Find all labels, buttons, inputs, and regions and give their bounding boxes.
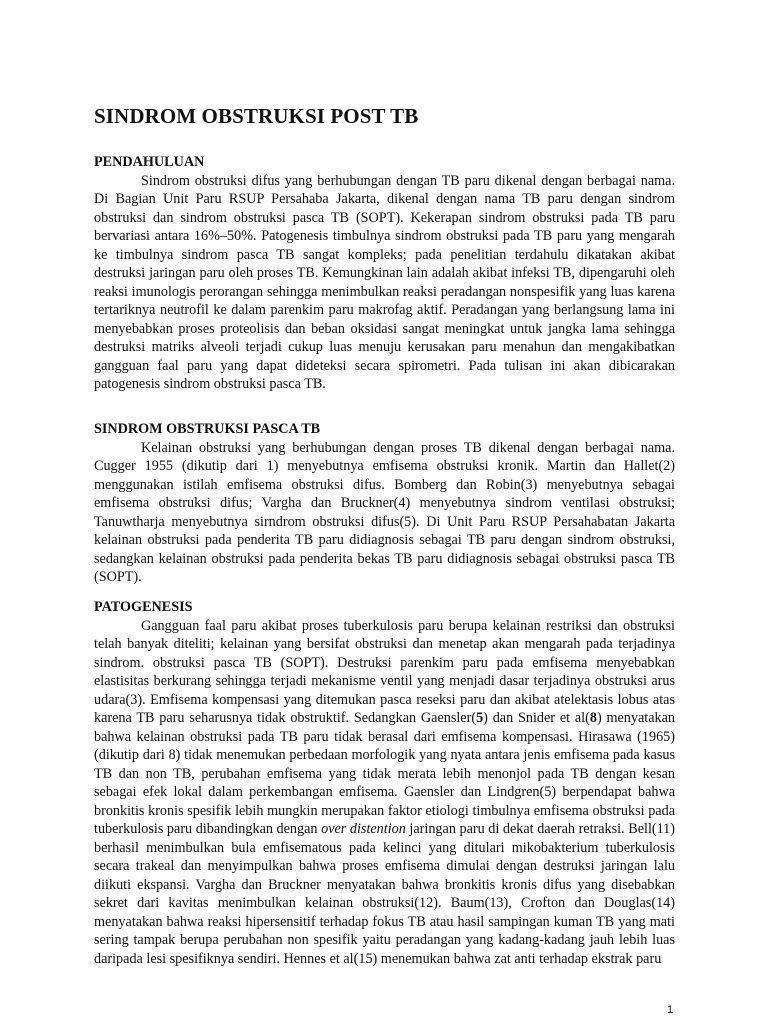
section-paragraph: Sindrom obstruksi difus yang berhubungan dengan TB paru dikenal dengan berbagai nama. Di Bagian Unit Paru RSUP Persahaba Jakarta, dikenal dengan nama TB paru dengan sindrom obstruksi dan sindrom obstruksi pasca TB (SOPT). Kekerapan sindrom obstruksi pada TB paru bervariasi antara 16%–50%. Patogenesis timbulnya sindrom obstruksi pada TB paru yang mengarah ke timbulnya sindrom pasca TB sangat kompleks; pada penelitian terdahulu dikatakan akibat destruksi jaringan paru oleh proses TB. Kemungkinan lain adalah akibat infeksi TB, dipengaruhi oleh reaksi imunologis perorangan sehingga menimbulkan reaksi peradangan nonspesifik yang luas karena tertariknya neutrofil ke dalam parenkim paru makrofag aktif. Peradangan yang berlangsung lama ini menyebabkan proses proteolisis dan beban oksidasi sangat meningkat untuk jangka lama sehingga destruksi matriks alveoli terjadi cukup luas menuju kerusakan paru menahun dan mengakibatkan gangguan faal paru yang dapat dideteksi secara spirometri. Pada tulisan ini akan dibicarakan patogenesis sindrom obstruksi pasca TB.: [94, 172, 675, 392]
section-heading: PATOGENESIS: [94, 599, 193, 615]
section-heading: SINDROM OBSTRUKSI PASCA TB: [94, 421, 321, 437]
citation-bold: 5: [476, 710, 484, 726]
section-sindrom-obstruksi-pasca-tb: [94, 420, 675, 587]
section-pendahuluan: [94, 153, 675, 394]
paragraph-text: jaringan paru di dekat daerah retraksi. Bell(11) berhasil menimbulkan bula emfisematous pada kelinci yang ditulari mikobakterium tuberkulosis secara trakeal dan menyimpulkan bahwa proses emfisema dimulai dengan destruksi jaringan lalu diikuti ekspansi. Vargha dan Bruckner menyatakan bahwa bronkitis kronis difus yang disebabkan sekret dari kavitas menimbulkan kelainan obstruksi(12). Baum(13), Crofton dan Douglas(14) menyatakan bahwa reaksi hipersensitif terhadap fokus TB atau hasil sampingan kuman TB yang mati sering tampak berupa perubahan non spesifik yaitu peradangan yang kadang-kadang jauh lebih luas daripada lesi spesifiknya sendiri. Hennes et al(15) menemukan bahwa zat anti terhadap ekstrak paru: [94, 821, 675, 967]
page-number: 1: [667, 1004, 674, 1016]
section-heading: PENDAHULUAN: [94, 154, 205, 170]
citation-bold: 8: [589, 710, 597, 726]
paragraph-text: ) dan Snider et al(: [483, 710, 590, 726]
paragraph-text: Gangguan faal paru akibat proses tuberkulosis paru berupa kelainan restriksi dan obstruksi telah banyak diteliti; kelainan yang bersifat obstruksi dan menetap akan mengarah pada terjadinya sindrom. obstruksi pasca TB (SOPT). Destruksi parenkim paru pada emfisema menyebabkan elastisitas berkurang sehingga terjadi mekanisme ventil yang menjadi dasar terjadinya obstruksi arus udara(3). Emfisema kompensasi yang ditemukan pasca reseksi paru dan akibat atelektasis lobus atas karena TB paru seharusnya tidak obstruktif. Sedangkan Gaensler(: [94, 617, 675, 726]
page-title: SINDROM OBSTRUKSI POST TB: [94, 104, 419, 128]
italic-term: over distention: [321, 821, 406, 837]
section-paragraph: [94, 617, 675, 969]
paragraph-text: ) menyatakan bahwa kelainan obstruksi pada TB paru tidak berasal dari emfisema kompensasi. Hirasawa (1965) (dikutip dari 8) tidak menemukan perbedaan morfologik yang nyata antara jenis emfisema pada kasus TB dan non TB, perubahan emfisema yang tidak merata lebih menonjol pada TB dengan kesan sebagai efek lokal dalam perkembangan emfisema. Gaensler dan Lindgren(5) berpendapat bahwa bronkitis kronis spesifik lebih mungkin merupakan faktor etiologi timbulnya emfisema obstruksi pada tuberkulosis paru dibandingkan dengan: [94, 710, 676, 837]
section-patogenesis: [94, 598, 675, 968]
section-paragraph: Kelainan obstruksi yang berhubungan dengan proses TB dikenal dengan berbagai nama. Cugger 1955 (dikutip dari 1) menyebutnya emfisema obstruksi kronik. Martin dan Hallet(2) menggunakan istilah emfisema obstruksi difus. Bomberg dan Robin(3) menyebutnya sebagai emfisema obstruksi difus; Vargha dan Bruckner(4) menyebutnya sindrom ventilasi obstruksi; Tanuwtharja menyebutnya sirndrom obstruksi difus(5). Di Unit Paru RSUP Persahabatan Jakarta kelainan obstruksi pada penderita TB paru didiagnosis sebagai TB paru dengan sindrom obstruksi, sedangkan kelainan obstruksi pada penderita bekas TB paru didiagnosis sebagai obstruksi pasca TB (SOPT).: [94, 439, 675, 585]
